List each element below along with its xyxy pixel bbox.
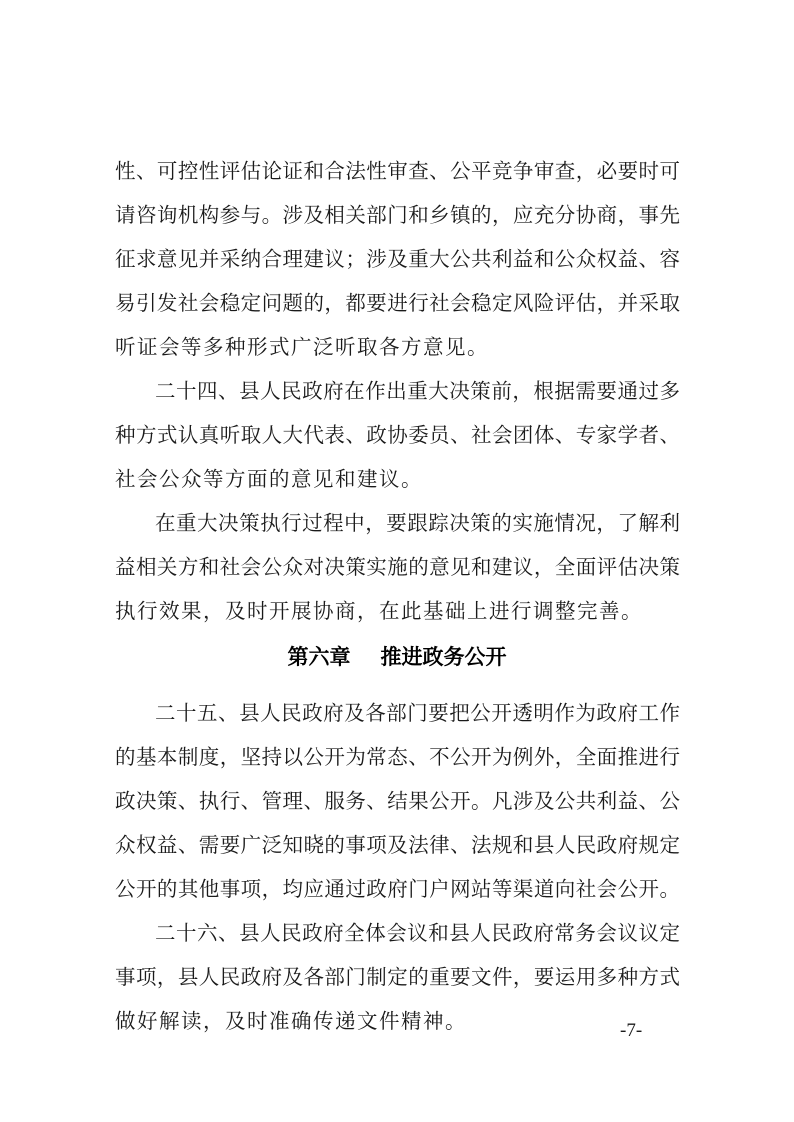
- body-text-line: 益相关方和社会公众对决策实施的意见和建议，全面评估决策: [115, 555, 680, 579]
- body-text-line: 二十五、县人民政府及各部门要把公开透明作为政府工作: [155, 701, 680, 725]
- chapter-heading: [0, 640, 794, 674]
- body-text-line: 种方式认真听取人大代表、政协委员、社会团体、专家学者、: [115, 423, 680, 447]
- body-text-line: 征求意见并采纳合理建议；涉及重大公共利益和公众权益、容: [115, 247, 680, 271]
- body-text-line: 请咨询机构参与。涉及相关部门和乡镇的，应充分协商，事先: [115, 203, 680, 227]
- body-text-line: 政决策、执行、管理、服务、结果公开。凡涉及公共利益、公: [115, 789, 680, 813]
- body-text-line: 做好解读，及时准确传递文件精神。: [115, 1009, 467, 1033]
- body-text-line: 公开的其他事项，均应通过政府门户网站等渠道向社会公开。: [115, 877, 680, 901]
- body-text-line: 易引发社会稳定问题的，都要进行社会稳定风险评估，并采取: [115, 291, 680, 315]
- body-text-line: 事项，县人民政府及各部门制定的重要文件，要运用多种方式: [115, 965, 680, 989]
- body-text-line: 社会公众等方面的意见和建议。: [115, 467, 423, 491]
- body-text-line: 的基本制度，坚持以公开为常态、不公开为例外，全面推进行: [115, 745, 680, 769]
- body-text-line: 性、可控性评估论证和合法性审查、公平竞争审查，必要时可: [115, 159, 680, 183]
- chapter-number: 第六章: [287, 645, 351, 669]
- body-text-line: 听证会等多种形式广泛听取各方意见。: [115, 335, 489, 359]
- chapter-title: 推进政务公开: [380, 645, 507, 669]
- body-text-line: 执行效果，及时开展协商，在此基础上进行调整完善。: [115, 599, 643, 623]
- body-text-line: 二十四、县人民政府在作出重大决策前，根据需要通过多: [155, 379, 680, 403]
- body-text-line: 在重大决策执行过程中，要跟踪决策的实施情况，了解利: [155, 511, 680, 535]
- body-text-line: 众权益、需要广泛知晓的事项及法律、法规和县人民政府规定: [115, 833, 680, 857]
- page-number: -7-: [620, 1020, 643, 1041]
- body-text-line: 二十六、县人民政府全体会议和县人民政府常务会议议定: [155, 921, 680, 945]
